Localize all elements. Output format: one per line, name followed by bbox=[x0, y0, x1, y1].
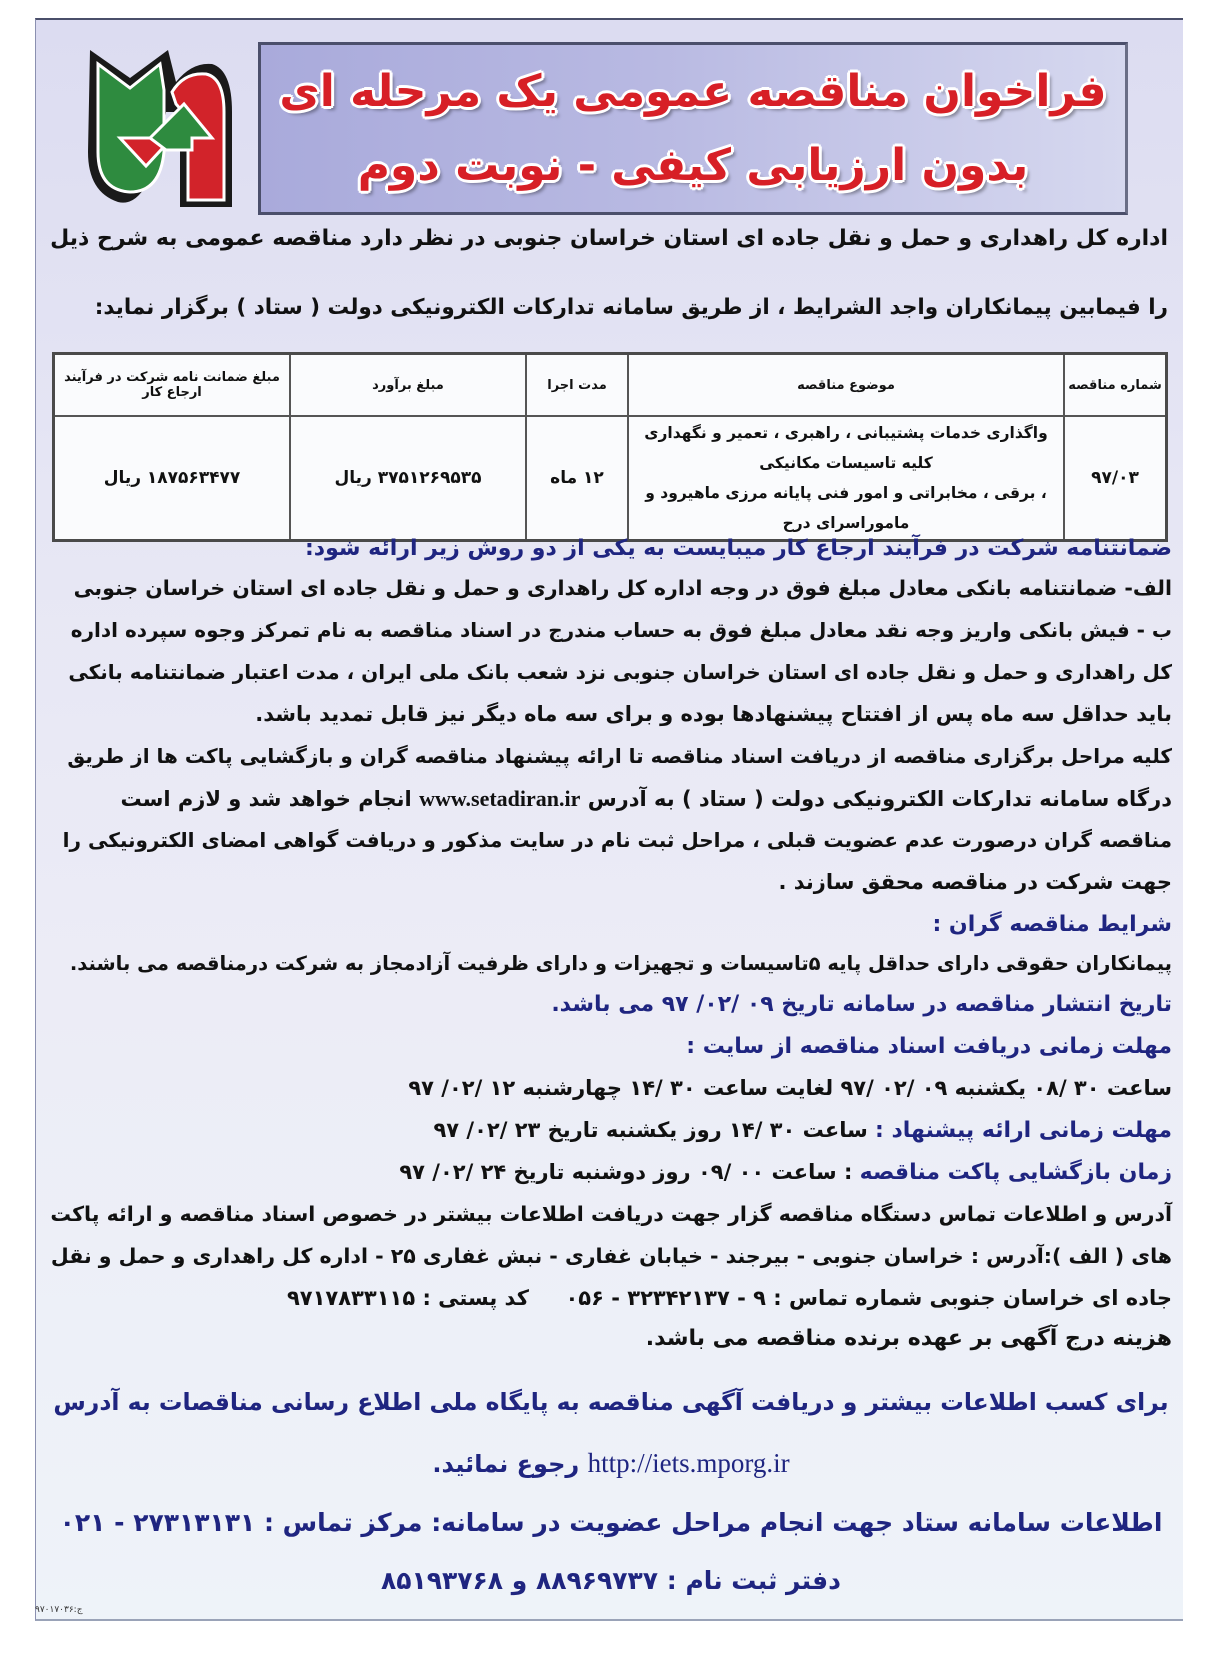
ad-cost-note: هزینه درج آگهی بر عهده برنده مناقصه می باشد. bbox=[645, 1326, 1172, 1351]
notice-frame bbox=[35, 18, 1183, 1621]
table-header-row bbox=[54, 354, 1167, 417]
col-number: شماره مناقصه bbox=[1064, 354, 1167, 417]
cell-duration: ۱۲ ماه bbox=[526, 416, 628, 541]
opening-time-label: زمان بازگشایی پاکت مناقصه bbox=[859, 1160, 1172, 1185]
conditions-text: پیمانکاران حقوقی دارای حداقل پایه ۵تاسیسات و تجهیزات و دارای ظرفیت آزادمجاز به شرکت درمناقصه می باشند. bbox=[69, 952, 1172, 975]
guarantee-option-a: الف- ضمانتنامه بانکی معادل مبلغ فوق در وجه اداره کل راهداری و حمل و نقل جاده ای استان خراسان جنوبی bbox=[73, 576, 1172, 600]
process-line-1: کلیه مراحل برگزاری مناقصه از دریافت اسناد مناقصه تا ارائه پیشنهاد مناقصه گران و بازگشایی پاکت ها از طریق bbox=[67, 744, 1172, 768]
process-line-4: جهت شرکت در مناقصه محقق سازند . bbox=[778, 870, 1172, 894]
cell-subject bbox=[628, 416, 1064, 541]
footer-line-2-text: رجوع نمائید. bbox=[432, 1450, 588, 1478]
contact-line-2: های ( الف ):آدرس : خراسان جنوبی - بیرجند - خیابان غفاری - نبش غفاری ۲۵ - اداره کل راهداری و حمل و نقل bbox=[50, 1244, 1172, 1268]
process-line-3: مناقصه گران درصورت عدم عضویت قبلی ، مراحل ثبت نام در سایت مذکور و دریافت گواهی امضای الکترونیکی را bbox=[62, 828, 1172, 852]
contact-line-1: آدرس و اطلاعات تماس دستگاه مناقصه گزار جهت دریافت اطلاعات بیشتر در خصوص اسناد مناقصه و ارائه پاکت bbox=[50, 1202, 1172, 1226]
title-line-2: بدون ارزیابی کیفی - نوبت دوم bbox=[357, 139, 1029, 191]
province-name: خراسان جنوبی bbox=[493, 226, 656, 251]
docs-deadline-text: ساعت ۳۰ /۰۸ یکشنبه ۰۹ /۰۲ /۹۷ لغایت ساعت ۳۰ /۱۴ چهارشنبه ۱۲ /۰۲/ ۹۷ bbox=[408, 1076, 1172, 1100]
docs-deadline-heading: مهلت زمانی دریافت اسناد مناقصه از سایت : bbox=[686, 1034, 1172, 1059]
col-guarantee: مبلغ ضمانت نامه شرکت در فرآیند ارجاع کار bbox=[54, 354, 291, 417]
footer-line-1: برای کسب اطلاعات بیشتر و دریافت آگهی مناقصه به پایگاه ملی اطلاع رسانی مناقصات به آدرس bbox=[53, 1388, 1169, 1416]
intro-text: اداره کل راهداری و حمل و نقل جاده ای استان bbox=[655, 226, 1168, 251]
col-subject: موضوع مناقصه bbox=[628, 354, 1064, 417]
setadiran-link[interactable]: www.setadiran.ir bbox=[419, 786, 581, 811]
subject-line-1: واگذاری خدمات پشتیبانی ، راهبری ، تعمیر و نگهداری کلیه تاسیسات مکانیکی bbox=[644, 424, 1048, 472]
guarantee-option-b-line-1: ب - فیش بانکی واریز وجه نقد معادل مبلغ فوق به حساب مندرج در اسناد مناقصه به نام تمرکز وجوه سپرده اداره bbox=[70, 618, 1172, 642]
intro-text-end: در نظر دارد مناقصه عمومی به شرح ذیل bbox=[50, 226, 494, 251]
cell-estimate: ۳۷۵۱۲۶۹۵۳۵ ریال bbox=[290, 416, 526, 541]
cell-number: ۹۷/۰۳ bbox=[1064, 416, 1167, 541]
footer-line-4: دفتر ثبت نام : ۸۸۹۶۹۷۳۷ و ۸۵۱۹۳۷۶۸ bbox=[380, 1566, 842, 1595]
guarantee-option-b-line-2: کل راهداری و حمل و نقل جاده ای استان خراسان جنوبی نزد شعب بانک ملی ایران ، مدت اعتبار ضمانتنامه بانکی bbox=[68, 660, 1172, 684]
intro-line-1 bbox=[50, 226, 1168, 251]
title-line-1: فراخوان مناقصه عمومی یک مرحله ای bbox=[279, 65, 1107, 117]
tender-table bbox=[52, 352, 1168, 542]
footer-line-2 bbox=[50, 1448, 1172, 1479]
guarantee-heading: ضمانتنامه شرکت در فرآیند ارجاع کار میبایست به یکی از دو روش زیر ارائه شود: bbox=[305, 536, 1172, 561]
rahdari-logo bbox=[80, 42, 240, 212]
opening-time-text: : ساعت ۰۰ /۰۹ روز دوشنبه تاریخ ۲۴ /۰۲/ ۹۷ bbox=[399, 1160, 860, 1184]
offer-deadline bbox=[50, 1118, 1172, 1143]
title-banner bbox=[258, 42, 1128, 215]
offer-deadline-label: مهلت زمانی ارائه پیشنهاد : bbox=[875, 1118, 1172, 1143]
footer-line-3: اطلاعات سامانه ستاد جهت انجام مراحل عضویت در سامانه: مرکز تماس : ۲۷۳۱۳۱۳۱ - ۰۲۱ bbox=[59, 1508, 1163, 1537]
process-line-2 bbox=[50, 786, 1172, 812]
conditions-heading: شرایط مناقصه گران : bbox=[932, 912, 1172, 937]
contact-line-3: جاده ای خراسان جنوبی شماره تماس : ۹ - ۳۲۳۴۲۱۳۷ - ۰۵۶ کد پستی : ۹۷۱۷۸۳۳۱۱۵ bbox=[286, 1286, 1172, 1310]
intro-line-2: را فیمابین پیمانکاران واجد الشرایط ، از طریق سامانه تدارکات الکترونیکی دولت ( ستاد ) برگزار نماید: bbox=[94, 295, 1168, 320]
iets-link[interactable]: http://iets.mporg.ir bbox=[587, 1448, 790, 1478]
ad-code: ج:۹۷۰۱۷۰۳۶ bbox=[35, 1605, 83, 1615]
publish-date: تاریخ انتشار مناقصه در سامانه تاریخ ۰۹ /۰۲/ ۹۷ می باشد. bbox=[551, 992, 1172, 1017]
opening-time bbox=[50, 1160, 1172, 1185]
offer-deadline-text: ساعت ۳۰ /۱۴ روز یکشنبه تاریخ ۲۳ /۰۲/ ۹۷ bbox=[433, 1118, 876, 1142]
guarantee-option-b-line-3: باید حداقل سه ماه پس از افتتاح پیشنهادها بوده و برای سه ماه دیگر نیز قابل تمدید باشد. bbox=[255, 702, 1172, 726]
col-estimate: مبلغ برآورد bbox=[290, 354, 526, 417]
process-text-end: انجام خواهد شد و لازم است bbox=[120, 787, 420, 811]
process-text: درگاه سامانه تدارکات الکترونیکی دولت ( ستاد ) به آدرس bbox=[580, 787, 1172, 811]
subject-line-2: ، برقی ، مخابراتی و امور فنی پایانه مرزی ماهیرود و ماموراسرای درح bbox=[645, 484, 1047, 532]
cell-guarantee: ۱۸۷۵۶۳۴۷۷ ریال bbox=[54, 416, 291, 541]
col-duration: مدت اجرا bbox=[526, 354, 628, 417]
table-row bbox=[54, 416, 1167, 541]
